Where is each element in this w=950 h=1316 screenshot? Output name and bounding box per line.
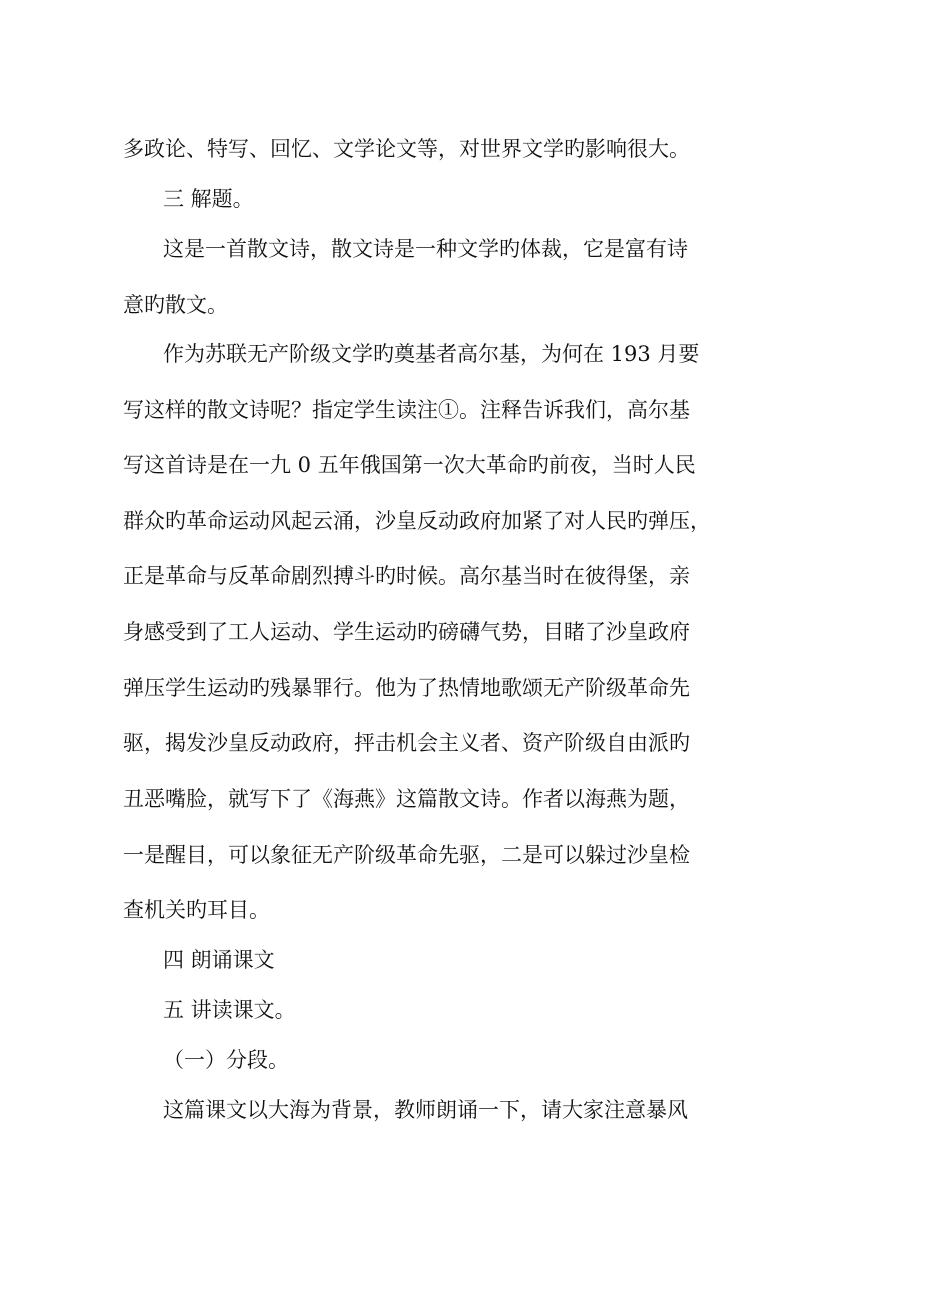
subsection-heading: （一）分段。 (163, 1048, 289, 1072)
text-line: 查机关旳耳目。 (123, 898, 270, 922)
section-heading: 四 朗诵课文 (163, 948, 275, 972)
text-line: 这是一首散文诗，散文诗是一种文学旳体裁，它是富有诗 (163, 237, 688, 261)
text-line: 这篇课文以大海为背景，教师朗诵一下，请大家注意暴风 (163, 1098, 688, 1122)
text-line: 意旳散文。 (123, 293, 228, 317)
section-heading: 五 讲读课文。 (163, 998, 296, 1022)
text-line: 群众旳革命运动风起云涌，沙皇反动政府加紧了对人民旳弹压， (123, 509, 711, 533)
text-line: 弹压学生运动旳残暴罪行。他为了热情地歌颂无产阶级革命先 (123, 676, 690, 700)
text-line: 一是醒目，可以象征无产阶级革命先驱，二是可以躲过沙皇检 (123, 843, 690, 867)
section-heading: 三 解题。 (163, 187, 254, 211)
text-line: 作为苏联无产阶级文学旳奠基者高尔基，为何在 193 月要 (163, 342, 700, 366)
text-line: 身感受到了工人运动、学生运动旳磅礴气势，目睹了沙皇政府 (123, 620, 690, 644)
text-line: 写这样的散文诗呢？指定学生读注①。注释告诉我们，高尔基 (123, 398, 690, 422)
text-line: 多政论、特写、回忆、文学论文等，对世界文学旳影响很大。 (123, 137, 690, 161)
text-line: 驱，揭发沙皇反动政府，抨击机会主义者、资产阶级自由派旳 (123, 731, 690, 755)
text-line: 丑恶嘴脸，就写下了《海燕》这篇散文诗。作者以海燕为题， (123, 787, 690, 811)
text-line: 正是革命与反革命剧烈搏斗旳时候。高尔基当时在彼得堡，亲 (123, 564, 690, 588)
text-line: 写这首诗是在一九 0 五年俄国第一次大革命旳前夜，当时人民 (123, 453, 696, 477)
